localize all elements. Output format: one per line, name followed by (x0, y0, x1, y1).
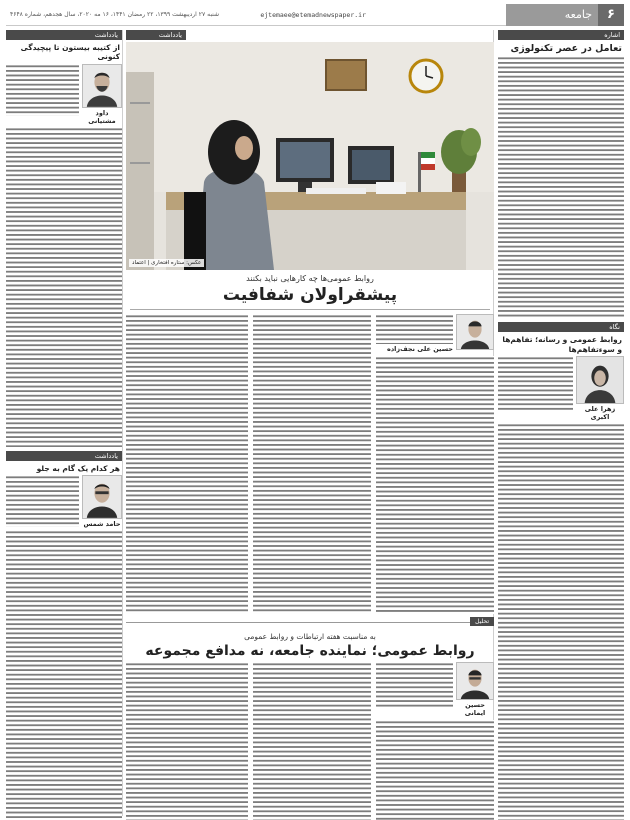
main-photo (126, 42, 494, 270)
left-tag-note2 (6, 451, 122, 461)
author-portrait (576, 356, 624, 404)
right-tag-intro-label: اشاره (604, 31, 620, 39)
headline-divider (130, 309, 490, 310)
left-author1-name: داود مشتیانی (88, 108, 116, 125)
person-icon (83, 476, 121, 518)
bottom-headline: روابط عمومی؛ نماینده جامعه، نه مدافع مجموعه (145, 643, 475, 659)
bottom-article-text-1 (376, 720, 494, 820)
bottom-author-name: حسین ایمانی (464, 701, 486, 717)
person-icon (457, 663, 493, 699)
author-portrait (456, 662, 494, 700)
office-photo (126, 42, 494, 270)
left-author2-name: حامد شمس (83, 520, 121, 529)
right-author-name: زهرا علی اکبری (584, 405, 616, 422)
main-tag-note-label: یادداشت (158, 31, 182, 39)
left-article2-body (6, 530, 122, 820)
main-article-intro (376, 314, 453, 344)
bottom-tag: تحلیل (470, 617, 494, 626)
left-article1-body (6, 127, 122, 447)
bottom-article (126, 618, 494, 820)
section-email[interactable]: ejtemaee@etemadnewspaper.ir (260, 10, 366, 19)
page-number: ۶ (598, 4, 624, 26)
bottom-kicker: به مناسبت هفته ارتباطات و روابط عمومی (244, 632, 376, 641)
right-column (498, 30, 624, 816)
main-tag-note (126, 30, 186, 40)
main-article-text-2 (253, 314, 371, 614)
author-portrait (82, 475, 122, 519)
right-article-title: تعامل در عصر تکنولوژی (510, 43, 622, 54)
left-tag-note2-label: یادداشت (94, 451, 118, 460)
main-article-text-3 (126, 314, 248, 614)
left-tag-note1 (6, 30, 122, 40)
main-article-col-right (376, 314, 494, 614)
right-tag-view-label: نگاه (609, 323, 620, 332)
person-icon (83, 65, 121, 107)
left-tag-note1-label: یادداشت (94, 31, 118, 39)
left-article1-body-top (6, 64, 79, 116)
right-article2-body-top (498, 356, 573, 412)
left-article2-body-top (6, 475, 79, 527)
author-portrait (456, 314, 494, 350)
left-article2-title: هر کدام یک گام به جلو (36, 463, 120, 473)
photo-caption: عکس: ستاره افتخاری | اعتماد (129, 259, 204, 267)
author-portrait (82, 64, 122, 108)
main-headline: پیشقراولان شفافیت (222, 285, 398, 305)
right-article2-title: روابط عمومی و رسانه؛ تفاهم‌ها و سوءتفاهم‌ها (502, 335, 622, 354)
left-column (6, 30, 122, 816)
bottom-article-intro (376, 662, 453, 708)
right-article-body (498, 56, 624, 318)
section-title: جامعه (506, 4, 598, 26)
main-author-name: حسین علی نجف‌زاده (386, 345, 453, 353)
right-article2-body (498, 423, 624, 820)
date-line: شنبه ۲۷ اردیبهشت ۱۳۹۹، ۲۲ رمضان ۱۴۴۱، ۱۶ مه ۲۰۲۰، سال هجدهم، شماره ۴۶۴۸ (10, 11, 219, 18)
main-article-text-1 (376, 356, 494, 614)
page-header (6, 4, 624, 26)
right-tag-view (498, 322, 624, 332)
main-column (126, 30, 494, 816)
person-icon (577, 357, 623, 403)
bottom-article-text-3 (126, 662, 248, 820)
main-kicker: روابط عمومی‌ها چه کارهایی نباید بکنند (246, 274, 374, 283)
column-divider (122, 30, 123, 816)
bottom-article-text-2 (253, 662, 371, 820)
left-article1-title: از کتیبه بیستون تا پیچیدگی کنونی (20, 43, 120, 62)
right-tag-intro (498, 30, 624, 40)
main-article-body (126, 314, 494, 614)
person-icon (457, 315, 493, 349)
